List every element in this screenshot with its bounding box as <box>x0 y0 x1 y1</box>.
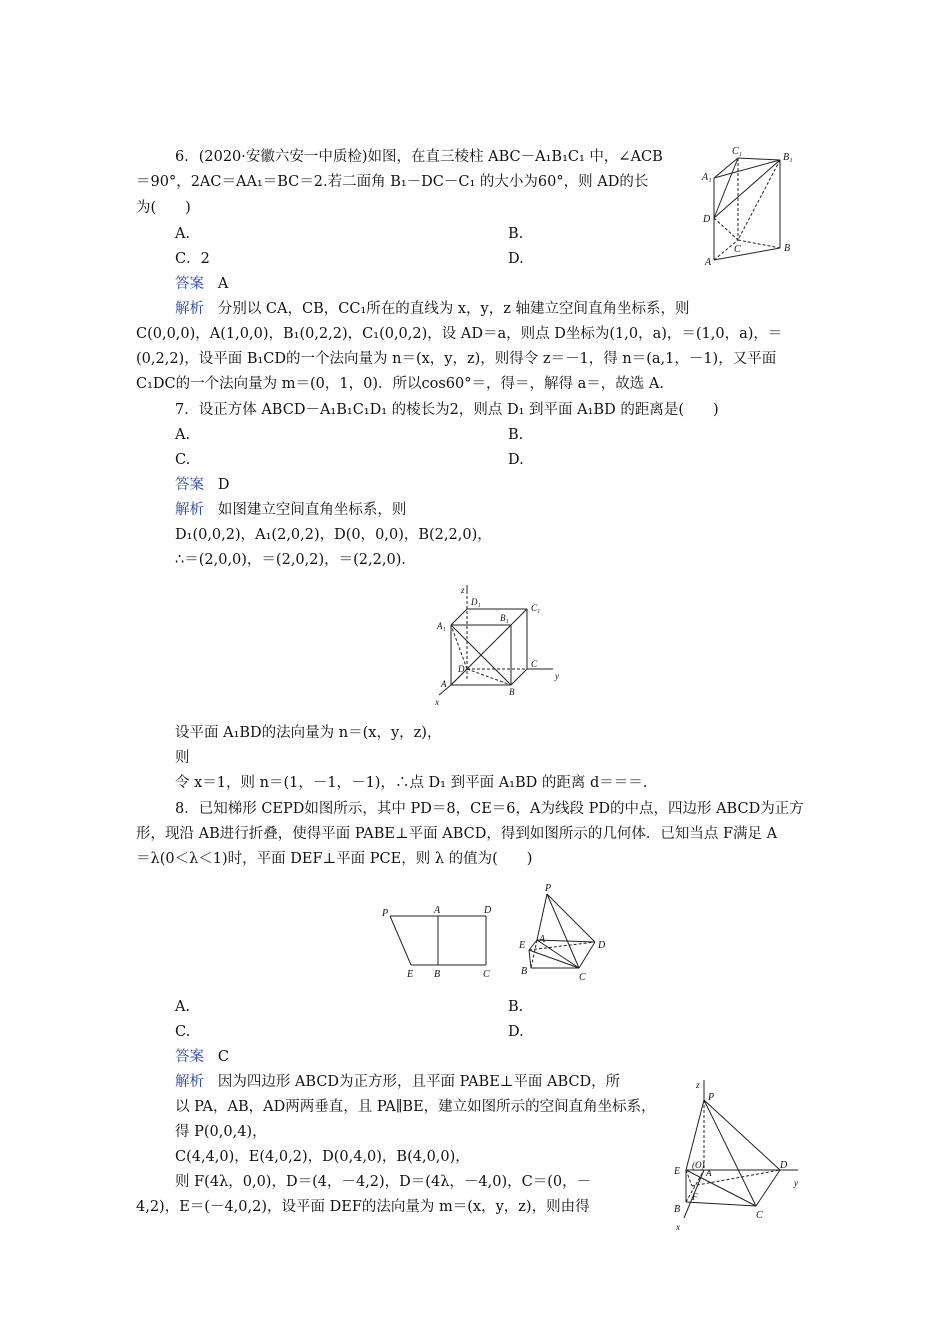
analysis-text: 如图建立空间直角坐标系，则 <box>217 502 407 518</box>
q6-stem-line1: 6．(2020·安徽六安一中质检)如图，在直三棱柱 ABC－A₁B₁C₁ 中，∠ACB <box>175 149 663 165</box>
q7-answer <box>175 475 229 495</box>
q6-analysis-line4: C₁DC的一个法向量为 m＝(0，1，0)．所以cos60°＝，得＝，解得 a＝，故选 A. <box>136 376 664 392</box>
q8-analysis-line6: 4,2)，E＝(－4,0,2)，设平面 DEF的法向量为 m＝(x，y，z)，则由得 <box>136 1199 590 1215</box>
q8-answer <box>175 1047 229 1067</box>
q8-analysis-line3: 得 P(0,0,4)， <box>175 1124 267 1140</box>
analysis-text: 因为四边形 ABCD为正方形，且平面 PABE⊥平面 ABCD，所 <box>217 1074 621 1090</box>
q7-label-b1: B₁ <box>500 613 509 623</box>
answer-value: A <box>217 276 229 292</box>
q8-stem-line1: 8．已知梯形 CEPD如图所示，其中 PD＝8，CE＝6，A为线段 PD的中点，四边形 ABCD为正方 <box>175 801 804 817</box>
q8-analysis-line1 <box>175 1072 620 1092</box>
q6-prism-figure <box>700 140 810 268</box>
q8-solid-label-c: C <box>579 972 586 983</box>
q8-solid-label-a: A <box>539 934 546 945</box>
q8-coord-label-y: y <box>794 1178 798 1188</box>
q8-solid-label-p: P <box>545 883 552 894</box>
q8-option-a: A. <box>175 999 191 1015</box>
answer-label: 答案 <box>175 276 204 292</box>
q8-coord-label-c: C <box>756 1210 763 1221</box>
q7-option-c: C. <box>175 452 191 468</box>
analysis-label: 解析 <box>175 301 204 317</box>
q8-solid-label-d: D <box>598 940 606 951</box>
answer-value: D <box>217 477 230 493</box>
q7-label-x: x <box>435 697 439 707</box>
q8-coord-label-e: E <box>674 1166 681 1177</box>
q7-label-b: B <box>509 687 515 697</box>
q7-analysis-line4: 设平面 A₁BD的法向量为 n＝(x，y，z)， <box>175 725 442 741</box>
q7-label-c1: C₁ <box>531 603 541 613</box>
q7-analysis-line3: ∴＝(2,0,0)，＝(2,0,2)，＝(2,2,0)． <box>175 552 416 568</box>
q6-label-a1: A₁ <box>702 172 712 183</box>
q8-trap-label-c: C <box>483 969 490 980</box>
q7-option-a: A. <box>175 427 191 443</box>
q7-label-z: z <box>461 585 465 595</box>
q8-coord-label-o: (O) <box>692 1160 705 1170</box>
q6-analysis-line2: C(0,0,0)，A(1,0,0)，B₁(0,2,2)，C₁(0,0,2)，设 AD＝a，则点 D坐标为(1,0，a)，＝(1,0，a)，＝ <box>136 326 783 342</box>
q6-analysis-line1 <box>175 299 689 319</box>
q8-coord-label-f: F <box>692 1192 698 1202</box>
q8-stem-line3: ＝λ(0＜λ＜1)时，平面 DEF⊥平面 PCE，则 λ 的值为( ) <box>136 851 533 867</box>
q7-analysis-line1 <box>175 500 406 520</box>
q7-cube-figure <box>425 585 575 705</box>
q8-coord-label-d: D <box>780 1160 788 1171</box>
q6-option-a: A. <box>175 226 191 242</box>
q8-solid-label-b: B <box>521 966 528 977</box>
q6-option-c: C．2 <box>175 251 210 267</box>
q6-option-b: B. <box>508 226 524 242</box>
q7-label-a: A <box>441 679 447 689</box>
q7-analysis-line5: 则 <box>175 750 190 766</box>
q8-trap-label-p: P <box>382 908 389 919</box>
answer-label: 答案 <box>175 477 204 493</box>
analysis-label: 解析 <box>175 1074 204 1090</box>
analysis-text: 分别以 CA，CB，CC₁所在的直线为 x，y，z 轴建立空间直角坐标系，则 <box>217 301 690 317</box>
q7-analysis-line6: 令 x＝1，则 n＝(1，－1，－1)，∴点 D₁ 到平面 A₁BD 的距离 d＝＝＝. <box>175 775 648 791</box>
q8-coord-label-p: P <box>708 1092 715 1103</box>
q8-trap-label-a: A <box>434 905 441 916</box>
q8-stem-line2: 形，现沿 AB进行折叠，使得平面 PABE⊥平面 ABCD，得到如图所示的几何体．已知当点 F满足 A <box>136 826 778 842</box>
q8-trap-label-d: D <box>484 905 492 916</box>
q8-trapezoid-figure <box>378 902 508 982</box>
q6-analysis-line3: (0,2,2)，设平面 B₁CD的一个法向量为 n＝(x，y，z)，则得令 z＝－1，得 n＝(a,1，－1)，又平面 <box>136 351 777 367</box>
q8-analysis-line4: C(4,4,0)，E(4,0,2)，D(0,4,0)，B(4,0,0)， <box>175 1149 470 1165</box>
q8-solid-figure <box>515 882 615 982</box>
q6-stem-line3: 为( ) <box>136 200 191 216</box>
q6-answer <box>175 274 228 294</box>
answer-value: C <box>217 1049 229 1065</box>
q8-analysis-line2: 以 PA，AB，AD两两垂直，且 PA∥BE，建立如图所示的空间直角坐标系， <box>175 1099 656 1115</box>
q7-label-d1: D₁ <box>471 597 481 607</box>
answer-label: 答案 <box>175 1049 204 1065</box>
q8-coord-label-z: z <box>696 1080 700 1090</box>
q6-label-c1: C₁ <box>732 146 743 157</box>
q8-coord-label-b: B <box>674 1204 681 1215</box>
q7-option-b: B. <box>508 427 524 443</box>
q7-option-d: D. <box>508 452 524 468</box>
q8-analysis-line5: 则 F(4λ，0,0)，D＝(4，－4,2)，D＝(4λ，－4,0)，C＝(0，－ <box>175 1174 592 1190</box>
q8-coord-label-a: A <box>706 1168 712 1178</box>
q6-label-a: A <box>705 257 712 268</box>
q7-label-y: y <box>555 671 559 681</box>
q6-stem-line2: ＝90°，2AC＝AA₁＝BC＝2.若二面角 B₁－DC－C₁ 的大小为60°，则 AD的长 <box>136 174 649 190</box>
q8-solid-label-e: E <box>519 940 526 951</box>
q7-label-c: C <box>531 659 538 669</box>
q8-coordinate-figure <box>670 1078 800 1238</box>
q8-option-b: B. <box>508 999 524 1015</box>
q7-label-a1: A₁ <box>437 621 446 631</box>
q8-trap-label-e: E <box>407 969 414 980</box>
q8-trap-label-b: B <box>434 969 441 980</box>
q6-option-d: D. <box>508 251 524 267</box>
q8-option-d: D. <box>508 1024 524 1040</box>
q8-coord-label-x: x <box>676 1222 680 1232</box>
analysis-label: 解析 <box>175 502 204 518</box>
q6-label-b1: B₁ <box>783 152 793 163</box>
q7-stem-line1: 7．设正方体 ABCD－A₁B₁C₁D₁ 的棱长为2，则点 D₁ 到平面 A₁BD 的距离是( ) <box>175 402 719 418</box>
q7-analysis-line2: D₁(0,0,2)，A₁(2,0,2)，D(0，0,0)，B(2,2,0)， <box>175 527 492 543</box>
q6-label-c: C <box>734 244 741 255</box>
q8-option-c: C. <box>175 1024 191 1040</box>
q6-label-b: B <box>784 243 791 254</box>
q6-label-d: D <box>703 214 711 225</box>
q7-label-d: D <box>458 664 465 674</box>
